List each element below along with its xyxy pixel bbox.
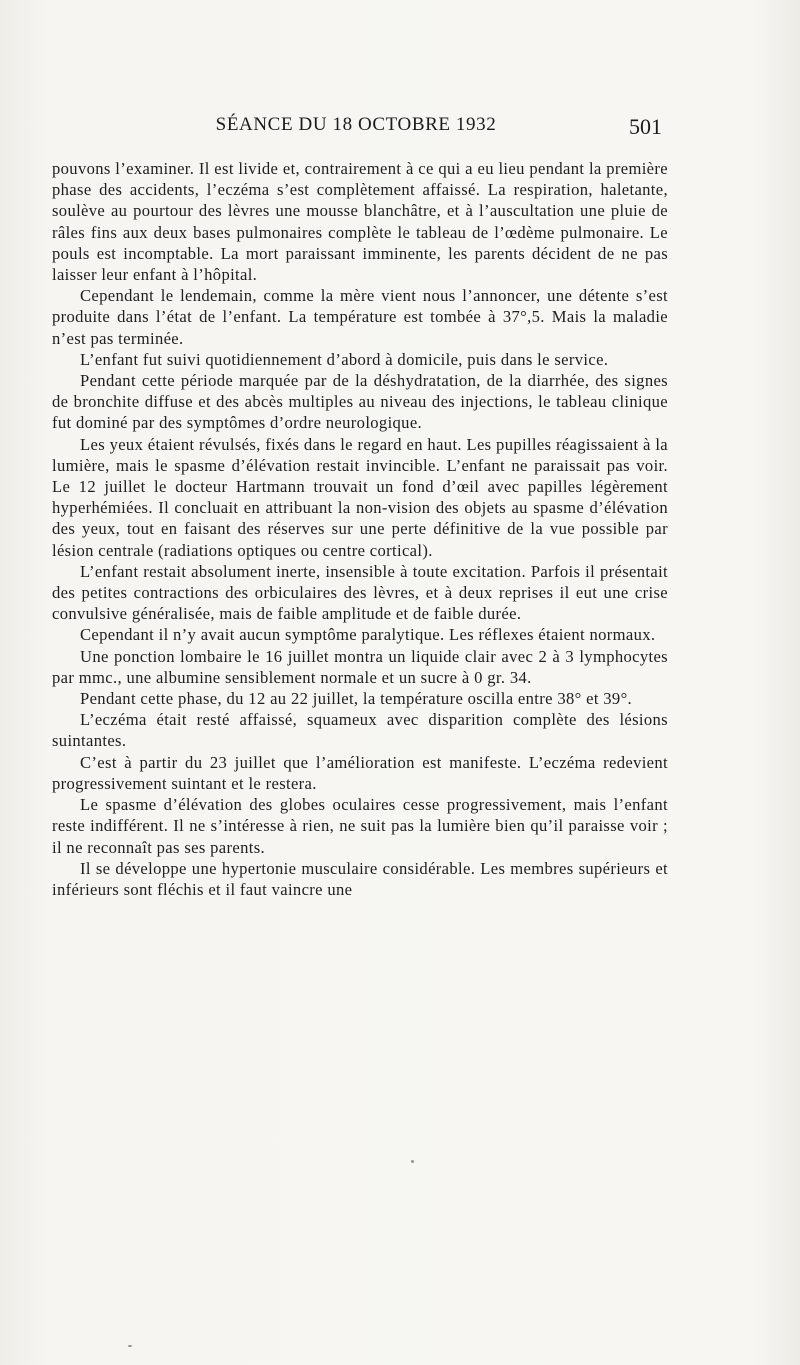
- body-text: [52, 158, 668, 900]
- scan-speck: [411, 1160, 414, 1163]
- paragraph-1: pouvons l’examiner. Il est livide et, contrairement à ce qui a eu lieu pendant la première phase des accidents, l’eczéma s’est complètement affaissé. La respiration, haletante, soulève au pourtour des lèvres une mousse blanchâtre, et à l’auscultation une pluie de râles fins aux deux bases pulmonaires complète le tableau de l’œdème pulmonaire. Le pouls est incomptable. La mort paraissant imminente, les parents décident de ne pas laisser leur enfant à l’hôpital.: [52, 159, 668, 285]
- header-title: SÉANCE DU 18 OCTOBRE 1932: [215, 114, 497, 135]
- paragraph-12: Le spasme d’élévation des globes oculaires cesse progressivement, mais l’enfant reste indifférent. Il ne s’intéresse à rien, ne suit pas la lumière bien qu’il paraisse voir ; il ne reconnaît pas ses parents.: [52, 795, 668, 857]
- paragraph-3: L’enfant fut suivi quotidiennement d’abord à domicile, puis dans le service.: [80, 349, 609, 369]
- paragraph-10: L’eczéma était resté affaissé, squameux avec disparition complète des lésions suintantes.: [52, 710, 668, 751]
- paragraph-13: Il se développe une hypertonie musculaire considérable. Les membres supérieurs et inférieurs sont fléchis et il faut vaincre une: [52, 858, 668, 899]
- paragraph-4: Pendant cette période marquée par de la déshydratation, de la diarrhée, des signes de bronchite diffuse et des abcès multiples au niveau des injections, le tableau clinique fut dominé par des symptômes d’ordre neurologique.: [52, 371, 668, 433]
- page-number: 501: [629, 114, 662, 139]
- running-header: [50, 114, 662, 144]
- paragraph-6: L’enfant restait absolument inerte, insensible à toute excitation. Parfois il présentait des petites contractions des orbiculaires des lèvres, et à deux reprises il eut une crise convulsive généralisée, mais de faible amplitude et de faible durée.: [52, 561, 668, 624]
- paragraph-7: Cependant il n’y avait aucun symptôme paralytique. Les réflexes étaient normaux.: [80, 625, 656, 645]
- scan-speck: [128, 1345, 132, 1347]
- paragraph-9: Pendant cette phase, du 12 au 22 juillet, la température oscilla entre 38° et 39°.: [80, 689, 633, 709]
- paragraph-11: C’est à partir du 23 juillet que l’amélioration est manifeste. L’eczéma redevient progressivement suintant et le restera.: [52, 752, 668, 793]
- paragraph-5: Les yeux étaient révulsés, fixés dans le regard en haut. Les pupilles réagissaient à la lumière, mais le spasme d’élévation restait invincible. L’enfant ne paraissait pas voir. Le 12 juillet le docteur Hartmann trouvait un fond d’œil avec papilles légèrement hyperhémiées. Il concluait en attribuant la non-vision des objets au spasme d’élévation des yeux, tout en faisant des réserves sur une perte définitive de la vue possible par lésion centrale (radiations optiques ou centre cortical).: [52, 434, 668, 560]
- paragraph-2: Cependant le lendemain, comme la mère vient nous l’annoncer, une détente s’est produite dans l’état de l’enfant. La température est tombée à 37°,5. Mais la maladie n’est pas terminée.: [52, 286, 668, 348]
- paragraph-8: Une ponction lombaire le 16 juillet montra un liquide clair avec 2 à 3 lymphocytes par mmc., une albumine sensiblement normale et un sucre à 0 gr. 34.: [52, 646, 668, 687]
